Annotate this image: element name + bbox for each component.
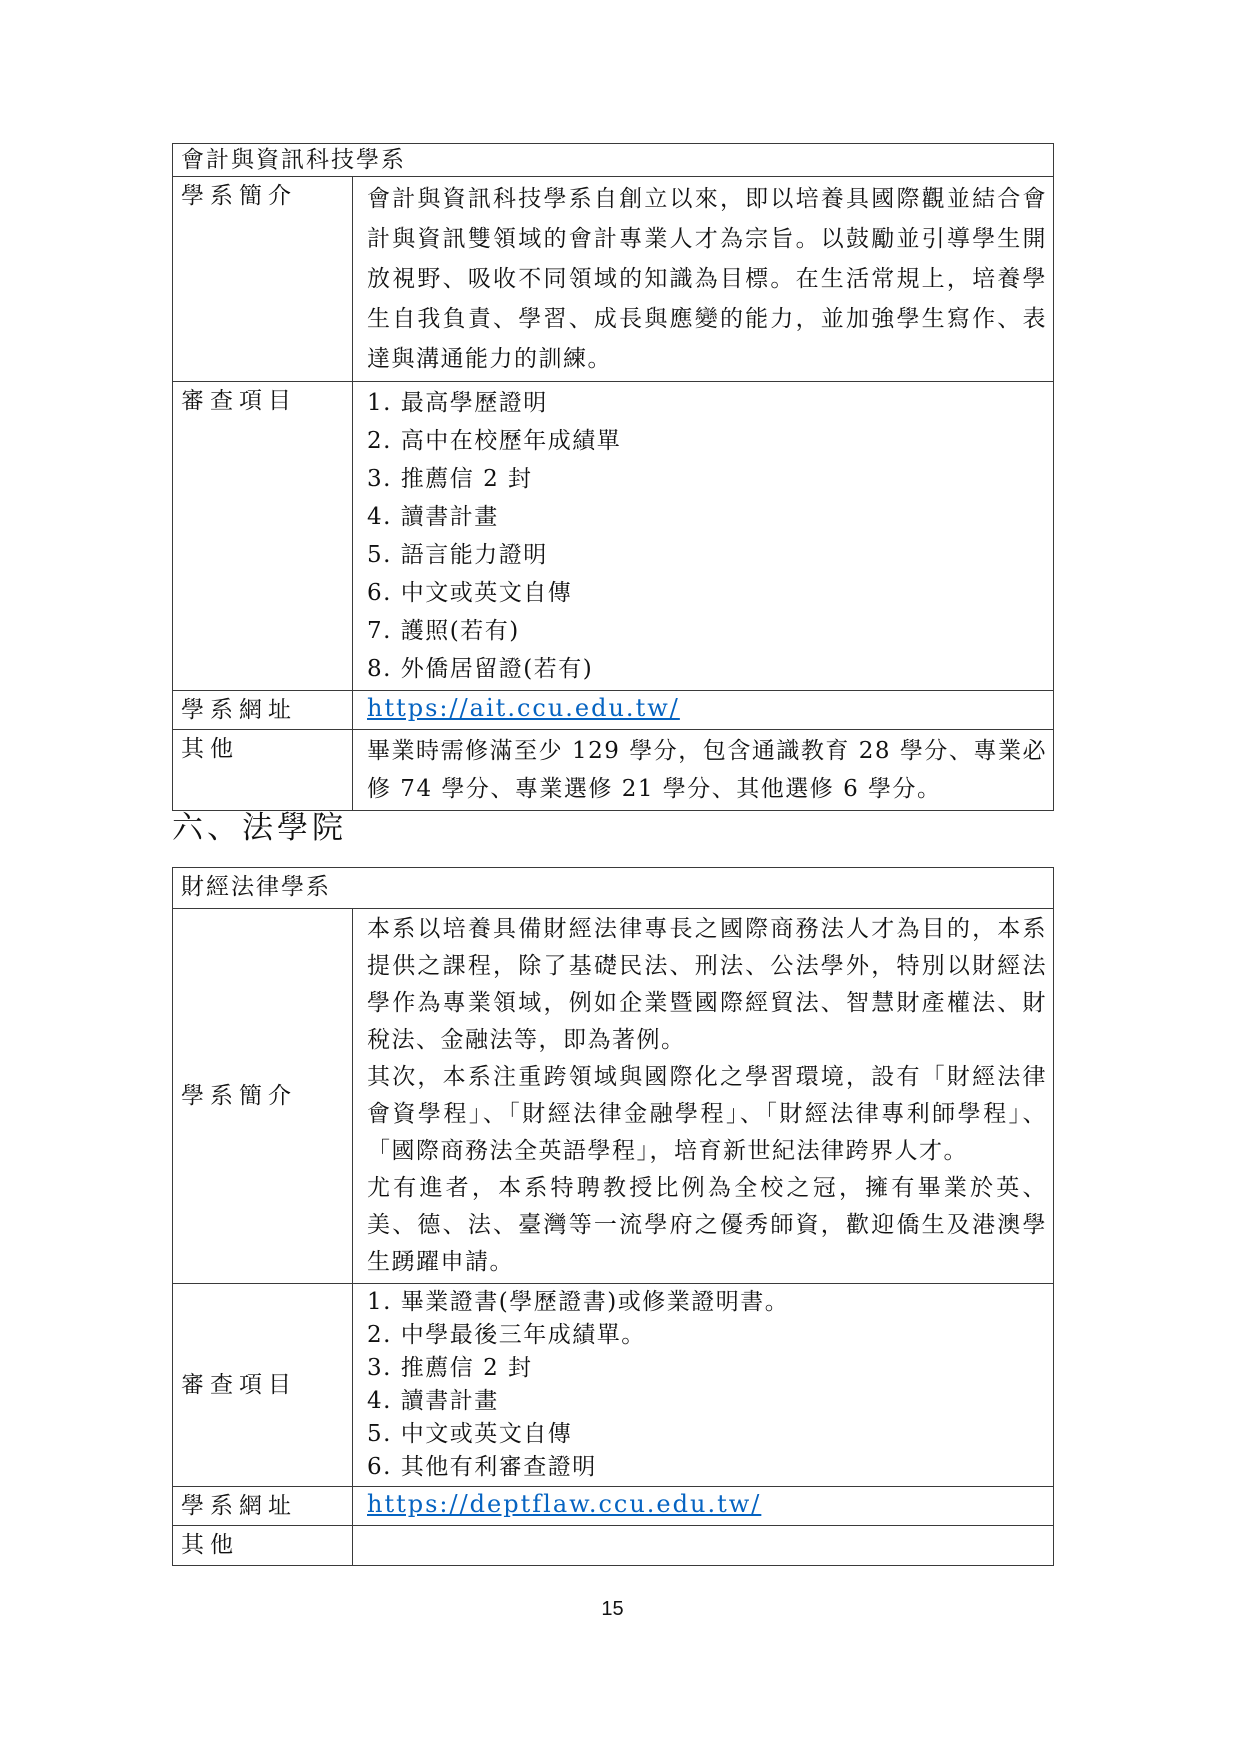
text-line: 其次，本系注重跨領域與國際化之學習環境，設有「財經法律 bbox=[367, 1064, 1047, 1090]
text-line: 「國際商務法全英語學程」，培育新世紀法律跨界人才。 bbox=[367, 1138, 968, 1164]
text-line: 3. 推薦信 2 封 bbox=[367, 1355, 533, 1381]
other-label: 其他 bbox=[173, 730, 353, 811]
table-row bbox=[173, 909, 1054, 1284]
review-items-list bbox=[353, 1284, 1054, 1487]
text-line: 會資學程」、「財經法律金融學程」、「財經法律專利師學程」、 bbox=[367, 1101, 1047, 1127]
department-title: 會計與資訊科技學系 bbox=[173, 144, 1054, 177]
table-row bbox=[173, 177, 1054, 382]
text-line: 5. 中文或英文自傳 bbox=[367, 1421, 573, 1447]
section-heading: 六、法學院 bbox=[172, 810, 347, 846]
text-line: 8. 外僑居留證(若有) bbox=[367, 656, 594, 682]
text-line: 本系以培養具備財經法律專長之國際商務法人才為目的，本系 bbox=[367, 916, 1047, 942]
text-line: 計與資訊雙領域的會計專業人才為宗旨。以鼓勵並引導學生開 bbox=[367, 226, 1047, 252]
text-line: 7. 護照(若有) bbox=[367, 618, 520, 644]
intro-text bbox=[353, 909, 1054, 1284]
text-line: 生踴躍申請。 bbox=[367, 1249, 514, 1275]
text-line: 2. 高中在校歷年成績單 bbox=[367, 428, 622, 454]
review-label: 審查項目 bbox=[173, 1284, 353, 1487]
department-url-link[interactable]: https://deptflaw.ccu.edu.tw/ bbox=[367, 1490, 762, 1518]
text-line: 美、德、法、臺灣等一流學府之優秀師資，歡迎僑生及港澳學 bbox=[367, 1212, 1047, 1238]
text-line: 修 74 學分、專業選修 21 學分、其他選修 6 學分。 bbox=[367, 776, 942, 802]
table-row bbox=[173, 144, 1054, 177]
text-line: 5. 語言能力證明 bbox=[367, 542, 548, 568]
text-line: 放視野、吸收不同領域的知識為目標。在生活常規上，培養學 bbox=[367, 266, 1047, 292]
text-line: 會計與資訊科技學系自創立以來，即以培養具國際觀並結合會 bbox=[367, 186, 1047, 212]
text-line: 稅法、金融法等，即為著例。 bbox=[367, 1027, 686, 1053]
text-line: 尤有進者，本系特聘教授比例為全校之冠，擁有畢業於英、 bbox=[367, 1175, 1047, 1201]
department-table-law bbox=[172, 867, 1054, 1566]
text-line: 學作為專業領域，例如企業暨國際經貿法、智慧財產權法、財 bbox=[367, 990, 1047, 1016]
table-row bbox=[173, 1526, 1054, 1566]
department-url-link[interactable]: https://ait.ccu.edu.tw/ bbox=[367, 694, 680, 722]
text-line: 畢業時需修滿至少 129 學分，包含通識教育 28 學分、專業必 bbox=[367, 738, 1047, 764]
text-line: 生自我負責、學習、成長與應變的能力，並加強學生寫作、表 bbox=[367, 306, 1047, 332]
text-line: 提供之課程，除了基礎民法、刑法、公法學外，特別以財經法 bbox=[367, 953, 1047, 979]
text-line: 4. 讀書計畫 bbox=[367, 1388, 499, 1414]
text-line: 2. 中學最後三年成績單。 bbox=[367, 1322, 646, 1348]
department-title: 財經法律學系 bbox=[173, 868, 1054, 909]
table-row bbox=[173, 691, 1054, 730]
department-table-ait bbox=[172, 143, 1054, 811]
table-row bbox=[173, 1487, 1054, 1526]
table-row bbox=[173, 1284, 1054, 1487]
url-label: 學系網址 bbox=[173, 1487, 353, 1526]
text-line: 3. 推薦信 2 封 bbox=[367, 466, 533, 492]
other-label: 其他 bbox=[173, 1526, 353, 1566]
text-line: 1. 畢業證書(學歷證書)或修業證明書。 bbox=[367, 1289, 790, 1315]
table-row bbox=[173, 382, 1054, 691]
review-label: 審查項目 bbox=[173, 382, 353, 691]
review-items-list bbox=[353, 382, 1054, 691]
table-row bbox=[173, 868, 1054, 909]
table-row bbox=[173, 730, 1054, 811]
text-line: 6. 其他有利審查證明 bbox=[367, 1454, 597, 1480]
other-text bbox=[353, 730, 1054, 811]
url-label: 學系網址 bbox=[173, 691, 353, 730]
text-line: 達與溝通能力的訓練。 bbox=[367, 346, 612, 372]
intro-label: 學系簡介 bbox=[173, 909, 353, 1284]
url-cell bbox=[353, 1487, 1054, 1526]
intro-text bbox=[353, 177, 1054, 382]
text-line: 4. 讀書計畫 bbox=[367, 504, 499, 530]
page-number: 15 bbox=[601, 1598, 624, 1620]
intro-label: 學系簡介 bbox=[173, 177, 353, 382]
text-line: 1. 最高學歷證明 bbox=[367, 390, 548, 416]
text-line: 6. 中文或英文自傳 bbox=[367, 580, 573, 606]
other-text-empty bbox=[353, 1526, 1054, 1566]
url-cell bbox=[353, 691, 1054, 730]
